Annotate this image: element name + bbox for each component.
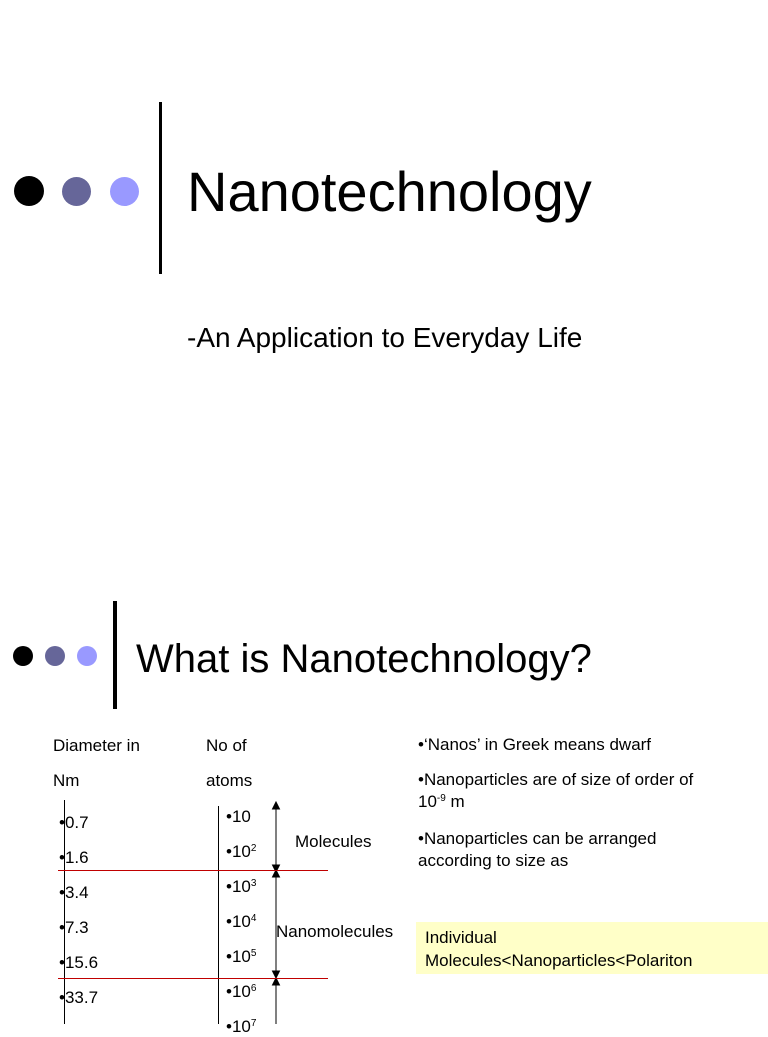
bullet: •: [59, 848, 65, 867]
bullet-arrangement: [418, 828, 656, 872]
decor-dot-black: [13, 646, 33, 666]
bullet: •: [59, 813, 65, 832]
atom-count: [226, 912, 256, 932]
bullet: •: [59, 988, 65, 1007]
atom-count-base: 10: [231, 807, 251, 826]
title-divider: [159, 102, 162, 274]
bullet: •: [226, 982, 232, 1001]
group-separator: [58, 978, 328, 979]
atom-count-exponent: 2: [250, 843, 257, 854]
highlight-line2: Molecules<Nanoparticles<Polariton: [425, 951, 693, 970]
diameter-value: [59, 813, 89, 833]
slide-1-subtitle: -An Application to Everyday Life: [187, 322, 583, 353]
bullet-arrangement-line1: •Nanoparticles can be arranged: [418, 829, 657, 848]
atoms-header-line2: atoms: [206, 771, 253, 790]
bullet: •: [226, 1017, 232, 1036]
decor-dot-slate: [62, 177, 91, 206]
diameter-header-line1: Diameter in: [53, 736, 140, 755]
atom-count-base: 10: [231, 1017, 251, 1036]
atoms-column-rule: [218, 806, 219, 1024]
size-exponent: -9: [436, 793, 446, 804]
atom-count-base: 10: [231, 912, 251, 931]
bullet: •: [226, 842, 232, 861]
decor-dot-lavender: [110, 177, 139, 206]
diameter-value-text: 33.7: [64, 988, 99, 1007]
atoms-header-line1: No of: [206, 736, 247, 755]
atom-count-base: 10: [231, 982, 251, 1001]
size-order-highlight: [416, 922, 768, 974]
diameter-value-text: 1.6: [64, 848, 89, 867]
slide-2-title: What is Nanotechnology?: [136, 637, 592, 681]
bullet: •: [59, 953, 65, 972]
diameter-header-line2: Nm: [53, 771, 80, 790]
arrow-up-icon: [273, 802, 280, 809]
size-base: 10: [418, 792, 437, 811]
highlight-line1: Individual: [425, 928, 497, 947]
decor-dot-slate: [45, 646, 65, 666]
diameter-value: [59, 988, 98, 1008]
bullet: •: [226, 947, 232, 966]
bullet-arrangement-line2: according to size as: [418, 851, 569, 870]
diameter-value-text: 3.4: [64, 883, 89, 902]
bullet: •: [226, 807, 232, 826]
bullet: •: [226, 912, 232, 931]
diameter-value-text: 15.6: [64, 953, 99, 972]
diameter-value: [59, 918, 89, 938]
atom-count: [226, 982, 256, 1002]
slide-1-title: Nanotechnology: [187, 160, 592, 223]
bullet: •: [59, 918, 65, 937]
atom-count-exponent: 5: [250, 948, 257, 959]
group-label-molecules: Molecules: [295, 832, 372, 851]
bullet-nanoparticle-size: [418, 769, 693, 813]
diameter-value: [59, 848, 89, 868]
atom-count-base: 10: [231, 842, 251, 861]
atom-count: [226, 947, 256, 967]
atom-count-exponent: 3: [250, 878, 257, 889]
size-unit: m: [445, 792, 465, 811]
diameter-value-text: 7.3: [64, 918, 89, 937]
atom-count-base: 10: [231, 877, 251, 896]
title-divider: [113, 601, 117, 709]
decor-dot-black: [14, 176, 44, 206]
bullet-nanos-meaning: •‘Nanos’ in Greek means dwarf: [418, 735, 652, 754]
group-label-nanomolecules: Nanomolecules: [276, 922, 394, 941]
atom-count-exponent: 7: [250, 1018, 257, 1029]
arrow-up-icon: [273, 870, 280, 877]
group-separator: [58, 870, 328, 871]
decor-dot-lavender: [77, 646, 97, 666]
bullet-nanoparticle-size-line2: [418, 791, 693, 813]
atom-count: [226, 1017, 256, 1037]
diameter-value: [59, 953, 98, 973]
atom-count-exponent: 6: [250, 983, 257, 994]
atom-count-base: 10: [231, 947, 251, 966]
diameter-value-text: 0.7: [64, 813, 89, 832]
atom-count: [226, 877, 256, 897]
bullet: •: [59, 883, 65, 902]
atom-count: [226, 842, 256, 862]
atom-count-exponent: 4: [250, 913, 257, 924]
diameter-value: [59, 883, 89, 903]
atom-count: [226, 807, 251, 827]
bullet: •: [226, 877, 232, 896]
arrow-up-icon: [273, 978, 280, 985]
bullet-nanoparticle-size-line1: •Nanoparticles are of size of order of: [418, 770, 694, 789]
range-arrows: [266, 800, 286, 1024]
